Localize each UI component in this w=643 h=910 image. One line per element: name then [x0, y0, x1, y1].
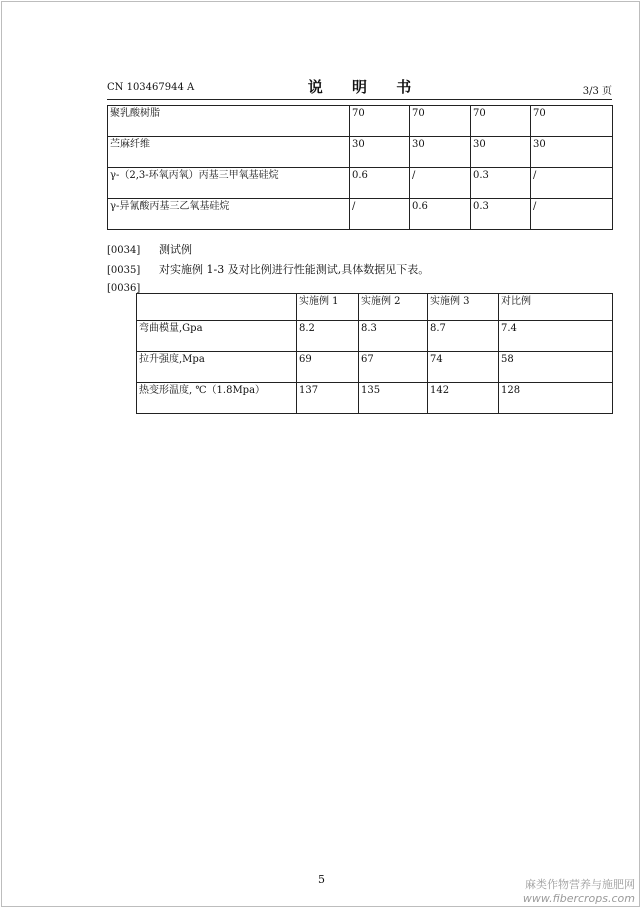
table-cell: 0.3 [471, 199, 531, 230]
column-header: 实施例 3 [428, 294, 499, 321]
row-label: 聚乳酸树脂 [108, 106, 350, 137]
table-cell: / [531, 168, 613, 199]
patent-number: CN 103467944 A [107, 82, 195, 93]
table-row [108, 168, 613, 199]
column-header: 实施例 2 [359, 294, 428, 321]
row-label: 拉升强度,Mpa [137, 352, 297, 383]
table-cell: 7.4 [499, 321, 613, 352]
table-cell: 70 [350, 106, 410, 137]
row-label: 苎麻纤维 [108, 137, 350, 168]
table-cell: 70 [531, 106, 613, 137]
table-cell: 67 [359, 352, 428, 383]
row-label: 热变形温度, ℃（1.8Mpa） [137, 383, 297, 414]
table-cell: 30 [471, 137, 531, 168]
table-cell: 128 [499, 383, 613, 414]
table-cell: 8.2 [297, 321, 359, 352]
table-row [137, 383, 613, 414]
row-label: γ-异氰酸丙基三乙氧基硅烷 [108, 199, 350, 230]
table-cell: 142 [428, 383, 499, 414]
performance-test-table [136, 293, 613, 414]
page-number: 5 [318, 873, 325, 886]
page-title: 说 明 书 [307, 78, 424, 96]
table-cell: / [531, 199, 613, 230]
column-header [137, 294, 297, 321]
column-header: 实施例 1 [297, 294, 359, 321]
table-row [108, 199, 613, 230]
paragraph-0035 [107, 261, 429, 277]
table-header-row [137, 294, 613, 321]
table-cell: 0.6 [350, 168, 410, 199]
table-cell: 30 [531, 137, 613, 168]
page-count: 3/3 页 [582, 86, 612, 97]
table-cell: 135 [359, 383, 428, 414]
table-row [137, 321, 613, 352]
table-cell: 30 [350, 137, 410, 168]
paragraph-number: [0034] [107, 245, 141, 256]
table-cell: 0.3 [471, 168, 531, 199]
paragraph-number: [0035] [107, 265, 141, 276]
row-label: γ-（2,3-环氧丙氧）丙基三甲氧基硅烷 [108, 168, 350, 199]
watermark-site-name: 麻类作物营养与施肥网 [525, 878, 635, 891]
table-cell: 58 [499, 352, 613, 383]
watermark [523, 878, 635, 906]
table-cell: 8.7 [428, 321, 499, 352]
table-row [108, 137, 613, 168]
table-cell: 70 [410, 106, 471, 137]
table-cell: / [350, 199, 410, 230]
paragraph-text: 对实施例 1-3 及对比例进行性能测试,具体数据见下表。 [159, 263, 430, 276]
table-cell: 30 [410, 137, 471, 168]
table-cell: 0.6 [410, 199, 471, 230]
paragraph-number: [0036] [107, 283, 141, 294]
table-cell: 69 [297, 352, 359, 383]
document-header [107, 76, 612, 96]
header-divider [107, 99, 612, 100]
table-row [137, 352, 613, 383]
watermark-url: www.fibercrops.com [522, 892, 635, 905]
table-cell: 137 [297, 383, 359, 414]
paragraph-0034 [107, 241, 192, 257]
table-cell: 74 [428, 352, 499, 383]
paragraph-text: 测试例 [159, 243, 192, 256]
table-cell: 70 [471, 106, 531, 137]
column-header: 对比例 [499, 294, 613, 321]
row-label: 弯曲模量,Gpa [137, 321, 297, 352]
table-row [108, 106, 613, 137]
table-cell: / [410, 168, 471, 199]
table-cell: 8.3 [359, 321, 428, 352]
composition-table [107, 105, 613, 230]
